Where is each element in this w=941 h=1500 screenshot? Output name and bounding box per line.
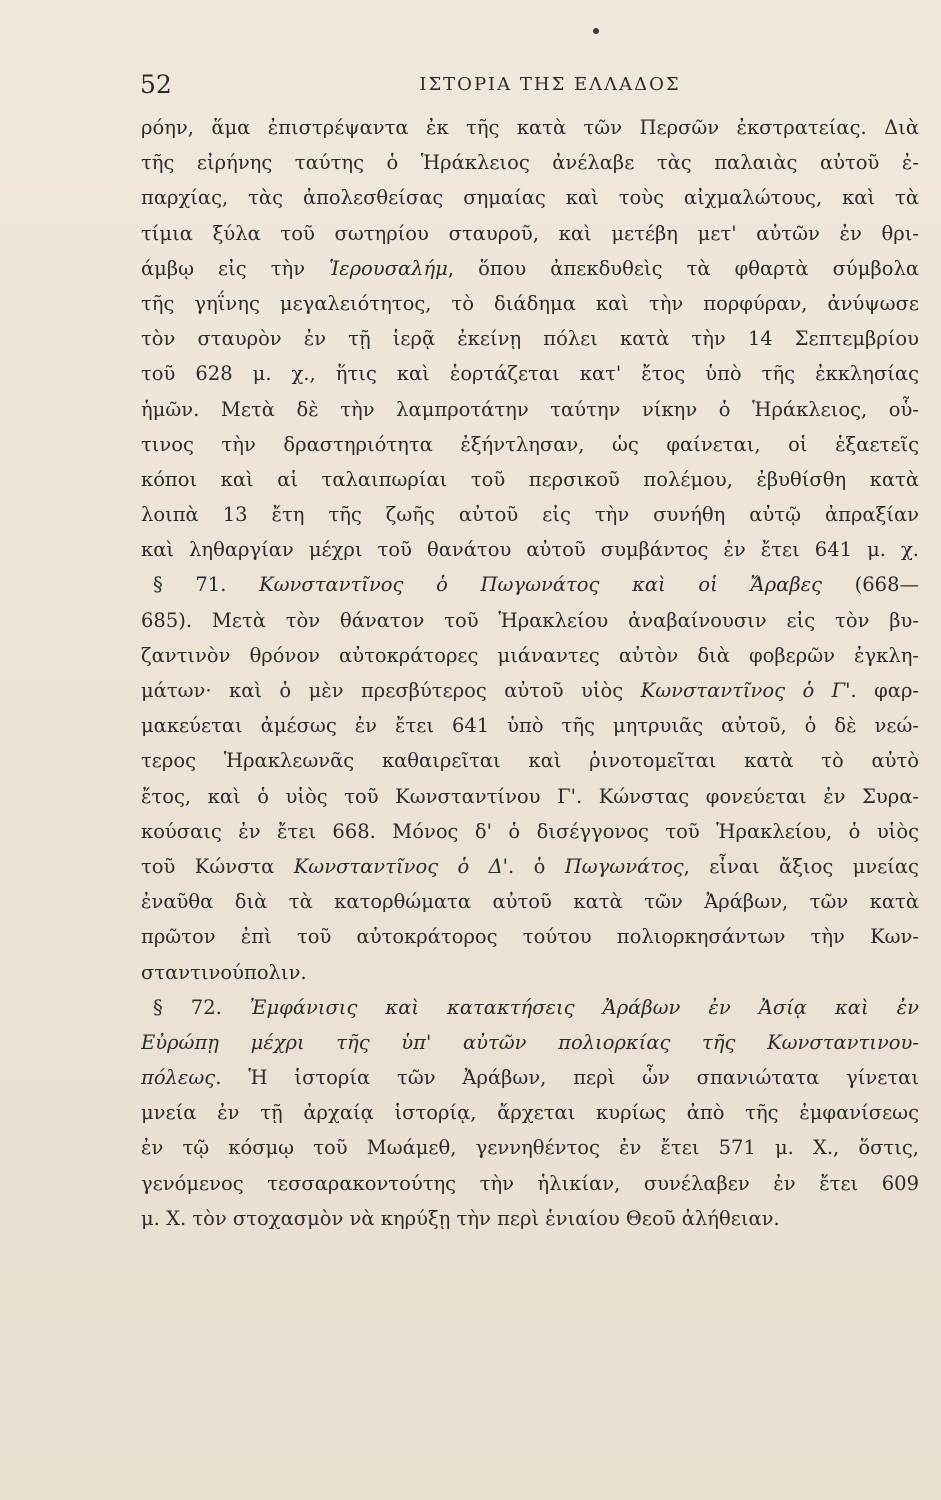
text-line bbox=[141, 673, 919, 708]
text-segment: ἐναῦθα διὰ τὰ κατορθώματα αὐτοῦ κατὰ τῶν Ἀράβων, τῶν κατὰ bbox=[141, 890, 919, 914]
text-line bbox=[141, 814, 919, 849]
text-line bbox=[141, 779, 919, 814]
text-segment: κούσαις ἐν ἔτει 668. Μόνος δ' ὁ δισέγγονος τοῦ Ἡρακλείου, ὁ υἱὸς bbox=[141, 819, 919, 843]
italic-text: Ἐμφάνισις καὶ κατακτήσεις Ἀράβων ἐν Ἀσίᾳ καὶ ἐν bbox=[249, 995, 919, 1019]
text-segment: πρῶτον ἐπὶ τοῦ αὐτοκράτορος τούτου πολιορκησάντων τὴν Κων- bbox=[141, 925, 919, 949]
text-segment: τὸν σταυρὸν ἐν τῇ ἱερᾷ ἐκείνῃ πόλει κατὰ τὴν 14 Σεπτεμβρίου bbox=[141, 327, 919, 351]
text-line bbox=[141, 638, 919, 673]
text-line bbox=[141, 1201, 919, 1236]
text-segment: (668— bbox=[822, 573, 919, 597]
italic-text: Κωνσταντῖνος ὁ Δ' bbox=[293, 854, 509, 878]
text-line bbox=[141, 427, 919, 462]
text-segment: ρόην, ἅμα ἐπιστρέψαντα ἐκ τῆς κατὰ τῶν Περσῶν ἐκστρατείας. Διὰ bbox=[141, 116, 919, 139]
text-segment: καὶ ληθαργίαν μέχρι τοῦ θανάτου αὐτοῦ συμβάντος ἐν ἔτει 641 μ. χ. bbox=[141, 538, 919, 562]
text-segment: . ὁ bbox=[508, 854, 565, 878]
body-text bbox=[141, 110, 919, 1236]
text-line bbox=[141, 1095, 919, 1130]
text-line bbox=[141, 919, 919, 954]
text-segment: , ὅπου ἀπεκδυθεὶς τὰ φθαρτὰ σύμβολα bbox=[447, 256, 919, 280]
text-line bbox=[141, 286, 919, 321]
text-segment: § 72. bbox=[153, 995, 250, 1019]
italic-text: Ἱερουσαλήμ bbox=[329, 256, 448, 280]
text-line bbox=[141, 110, 919, 145]
page-header bbox=[140, 68, 920, 108]
text-line bbox=[141, 1166, 919, 1201]
text-line bbox=[141, 356, 919, 391]
text-line bbox=[141, 708, 919, 743]
text-segment: ζαντινὸν θρόνον αὐτοκράτορες μιάναντες αὐτὸν διὰ φοβερῶν ἐγκλη- bbox=[141, 643, 919, 667]
ink-spot bbox=[593, 28, 599, 34]
text-segment: 685). Μετὰ τὸν θάνατον τοῦ Ἡρακλείου ἀναβαίνουσιν εἰς τὸν βυ- bbox=[141, 608, 919, 632]
italic-text: Εὐρώπῃ μέχρι τῆς ὑπ' αὐτῶν πολιορκίας τῆς Κωνσταντινου- bbox=[141, 1030, 919, 1054]
text-segment: ἡμῶν. Μετὰ δὲ τὴν λαμπροτάτην ταύτην νίκην ὁ Ἡράκλειος, οὗ- bbox=[141, 397, 919, 421]
text-line bbox=[141, 1025, 919, 1060]
text-line bbox=[141, 462, 919, 497]
text-line bbox=[141, 180, 919, 215]
text-segment: γενόμενος τεσσαρακοντούτης τὴν ἡλικίαν, συνέλαβεν ἐν ἔτει 609 bbox=[141, 1171, 919, 1195]
text-segment: τοῦ Κώνστα bbox=[141, 854, 294, 878]
italic-text: Κωνσταντῖνος ὁ Γ' bbox=[640, 679, 851, 702]
text-segment: τινος τὴν δραστηριότητα ἐξήντλησαν, ὡς φαίνεται, οἱ ἑξαετεῖς bbox=[141, 432, 919, 456]
text-line bbox=[141, 743, 919, 778]
text-line bbox=[141, 849, 919, 884]
text-line bbox=[141, 216, 919, 251]
text-line bbox=[141, 955, 919, 990]
running-title: ΙΣΤΟΡΙΑ ΤΗΣ ΕΛΛΑΔΟΣ bbox=[419, 74, 681, 95]
text-segment: ἐν τῷ κόσμῳ τοῦ Μωάμεθ, γεννηθέντος ἐν ἔτει 571 μ. Χ., ὅστις, bbox=[141, 1136, 919, 1160]
text-segment: τίμια ξύλα τοῦ σωτηρίου σταυροῦ, καὶ μετέβη μετ' αὐτῶν ἐν θρι- bbox=[141, 221, 919, 245]
text-line bbox=[141, 884, 919, 919]
text-segment: τῆς γηΐνης μεγαλειότητος, τὸ διάδημα καὶ τὴν πορφύραν, ἀνύψωσε bbox=[141, 291, 919, 315]
italic-text: Πωγωνάτος bbox=[564, 854, 684, 878]
text-segment: τερος Ἡρακλεωνᾶς καθαιρεῖται καὶ ῥινοτομεῖται κατὰ τὸ αὐτὸ bbox=[141, 749, 919, 773]
italic-text: πόλεως bbox=[141, 1066, 216, 1090]
text-line bbox=[141, 145, 919, 180]
text-line bbox=[141, 321, 919, 356]
italic-text: Κωνσταντῖνος ὁ Πωγωνάτος καὶ οἱ Ἄραβες bbox=[259, 573, 823, 597]
text-line bbox=[141, 392, 919, 427]
text-segment: τῆς εἰρήνης ταύτης ὁ Ἡράκλειος ἀνέλαβε τὰς παλαιὰς αὐτοῦ ἐ- bbox=[141, 151, 919, 175]
text-segment: , εἶναι ἄξιος μνείας bbox=[683, 854, 919, 878]
page-number: 52 bbox=[140, 70, 172, 99]
text-segment: ἔτος, καὶ ὁ υἱὸς τοῦ Κωνσταντίνου Γ'. Κώνστας φονεύεται ἐν Συρα- bbox=[141, 784, 919, 808]
text-line bbox=[141, 497, 919, 532]
text-line bbox=[141, 251, 919, 286]
text-line bbox=[141, 1130, 919, 1165]
text-line bbox=[141, 990, 919, 1025]
text-line bbox=[141, 603, 919, 638]
text-line bbox=[141, 532, 919, 567]
text-line bbox=[141, 1060, 919, 1095]
text-segment: μακεύεται ἀμέσως ἐν ἔτει 641 ὑπὸ τῆς μητρυιᾶς αὐτοῦ, ὁ δὲ νεώ- bbox=[141, 714, 919, 738]
text-segment: μ. Χ. τὸν στοχασμὸν νὰ κηρύξῃ τὴν περὶ ἑνιαίου Θεοῦ ἀλήθειαν. bbox=[141, 1206, 780, 1230]
text-segment: μνεία ἐν τῇ ἀρχαίᾳ ἱστορίᾳ, ἄρχεται κυρίως ἀπὸ τῆς ἐμφανίσεως bbox=[141, 1101, 919, 1125]
text-segment: σταντινούπολιν. bbox=[141, 960, 307, 984]
text-segment: μάτων· καὶ ὁ μὲν πρεσβύτερος αὐτοῦ υἱὸς bbox=[141, 679, 641, 702]
text-segment: τοῦ 628 μ. χ., ἥτις καὶ ἑορτάζεται κατ' ἔτος ὑπὸ τῆς ἐκκλησίας bbox=[141, 362, 919, 386]
text-segment: άμβῳ εἰς τὴν bbox=[141, 256, 330, 280]
text-segment: κόποι καὶ αἱ ταλαιπωρίαι τοῦ περσικοῦ πολέμου, ἐβυθίσθη κατὰ bbox=[141, 467, 919, 491]
text-segment: λοιπὰ 13 ἔτη τῆς ζωῆς αὐτοῦ εἰς τὴν συνήθη αὐτῷ ἀπραξίαν bbox=[141, 503, 919, 527]
text-line bbox=[141, 567, 919, 602]
text-segment: . Ἡ ἱστορία τῶν Ἀράβων, περὶ ὧν σπανιώτατα γίνεται bbox=[215, 1066, 919, 1090]
text-segment: . φαρ- bbox=[850, 679, 919, 702]
text-segment: παρχίας, τὰς ἀπολεσθείσας σημαίας καὶ τοὺς αἰχμαλώτους, καὶ τὰ bbox=[141, 186, 919, 210]
text-segment: § 71. bbox=[153, 573, 260, 597]
